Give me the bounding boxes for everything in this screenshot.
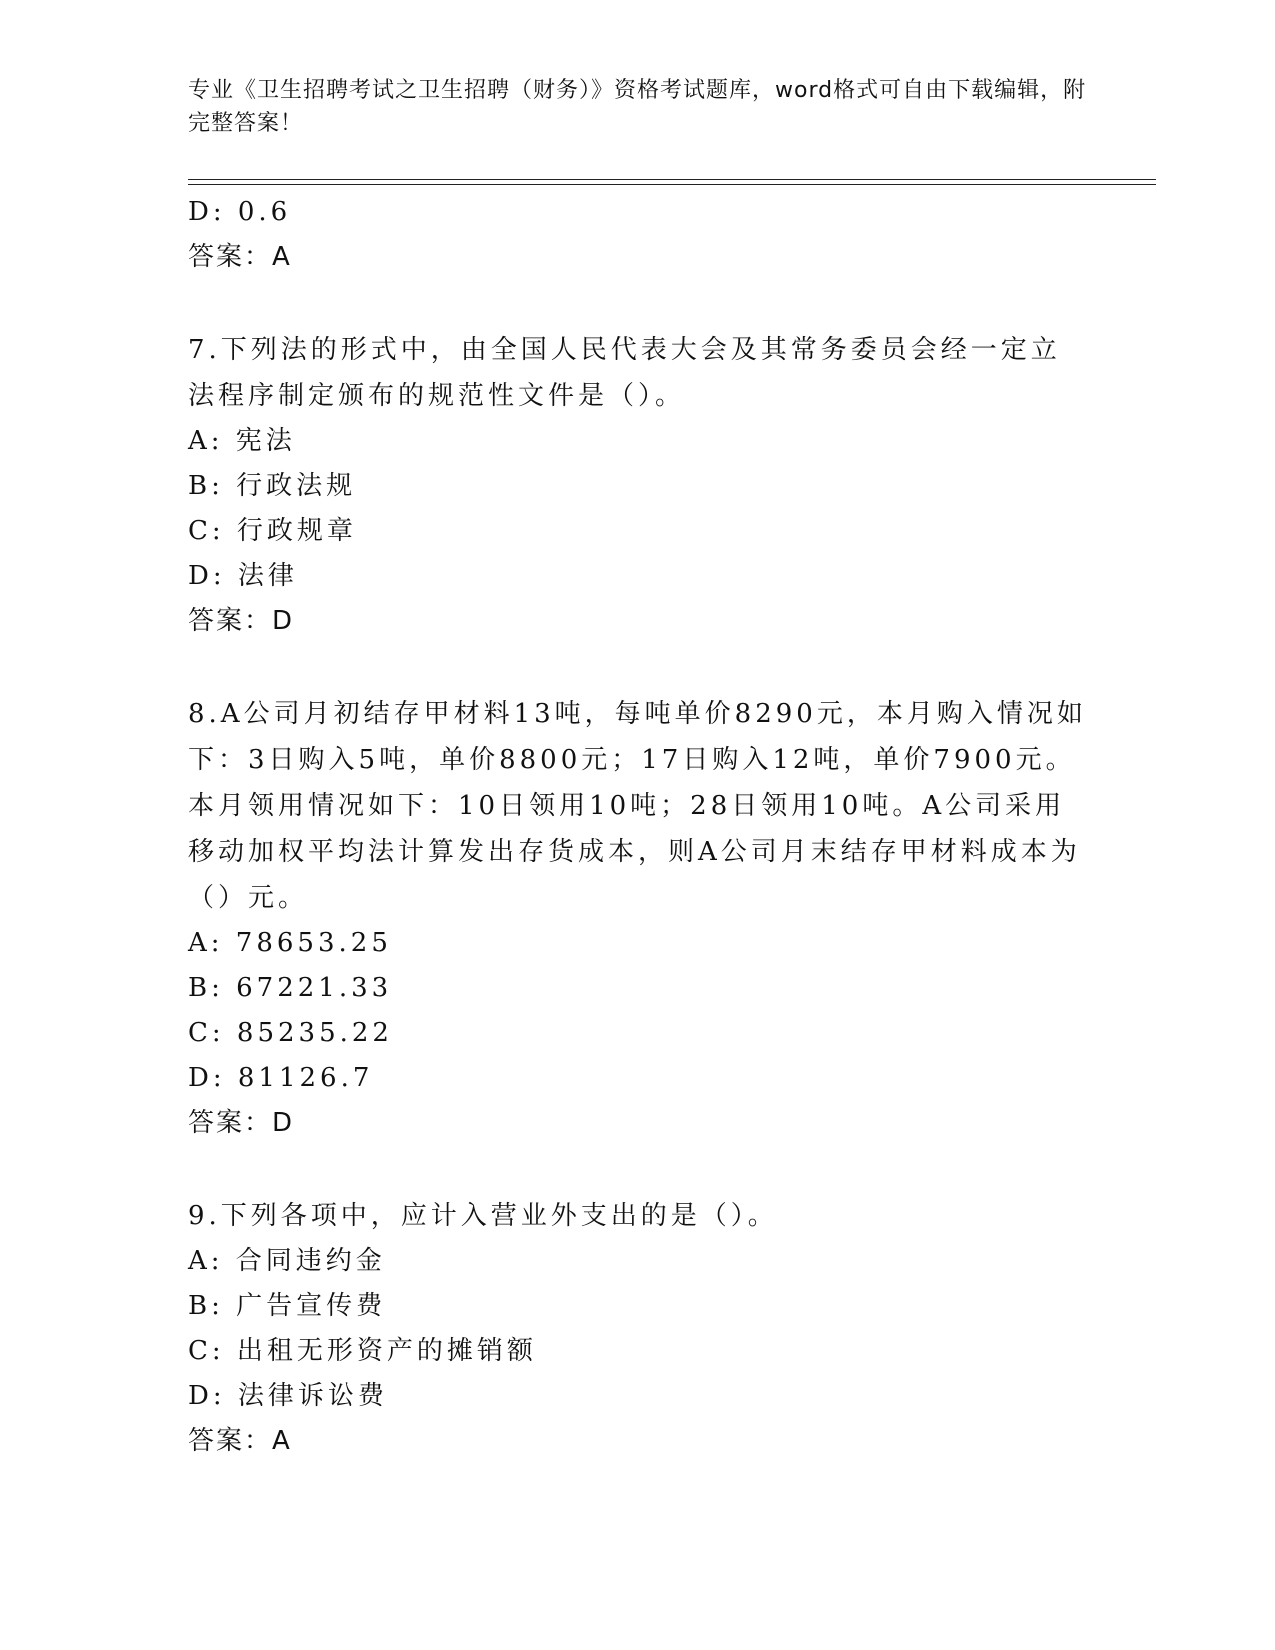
option-c: C: 出租无形资产的摊销额: [188, 1336, 537, 1366]
question-text: 7.下列法的形式中，由全国人民代表大会及其常务委员会经一定立法程序制定颁布的规范性文件是（）。: [188, 335, 1061, 411]
option-d: D: 0.6: [188, 197, 292, 227]
option-d: D: 81126.7: [188, 1063, 374, 1093]
answer-line: 答案：D: [188, 1108, 295, 1138]
option-a: A: 宪法: [188, 426, 296, 456]
header-rule-top: [188, 179, 1156, 180]
option-c: C: 85235.22: [188, 1018, 393, 1048]
option-b: B: 67221.33: [188, 973, 393, 1003]
option-c: C: 行政规章: [188, 516, 357, 546]
option-a: A: 78653.25: [188, 928, 392, 958]
question-text: 8.A公司月初结存甲材料13吨，每吨单价8290元，本月购入情况如下：3日购入5吨，单价8800元；17日购入12吨，单价7900元。本月领用情况如下：10日领用10吨；28日领用10吨。A公司采用移动加权平均法计算发出存货成本，则A公司月末结存甲材料成本为（）元。: [188, 699, 1087, 913]
option-d: D: 法律诉讼费: [188, 1381, 388, 1411]
answer-line: 答案：A: [188, 1426, 292, 1456]
question-text: 9.下列各项中，应计入营业外支出的是（）。: [188, 1201, 778, 1231]
question-block: [188, 1193, 1088, 1464]
question-block: [188, 691, 1088, 1146]
answer-line: 答案：D: [188, 606, 295, 636]
document-body: [188, 190, 1088, 1464]
page-header-text: 专业《卫生招聘考试之卫生招聘（财务）》资格考试题库，word格式可自由下载编辑，附完整答案！: [188, 78, 1087, 136]
option-b: B: 行政法规: [188, 471, 357, 501]
question-block: [188, 327, 1088, 644]
answer-line: 答案：A: [188, 242, 292, 272]
option-b: B: 广告宣传费: [188, 1291, 387, 1321]
option-a: A: 合同违约金: [188, 1246, 386, 1276]
option-d: D: 法律: [188, 561, 298, 591]
header-rule-bottom: [188, 184, 1156, 185]
